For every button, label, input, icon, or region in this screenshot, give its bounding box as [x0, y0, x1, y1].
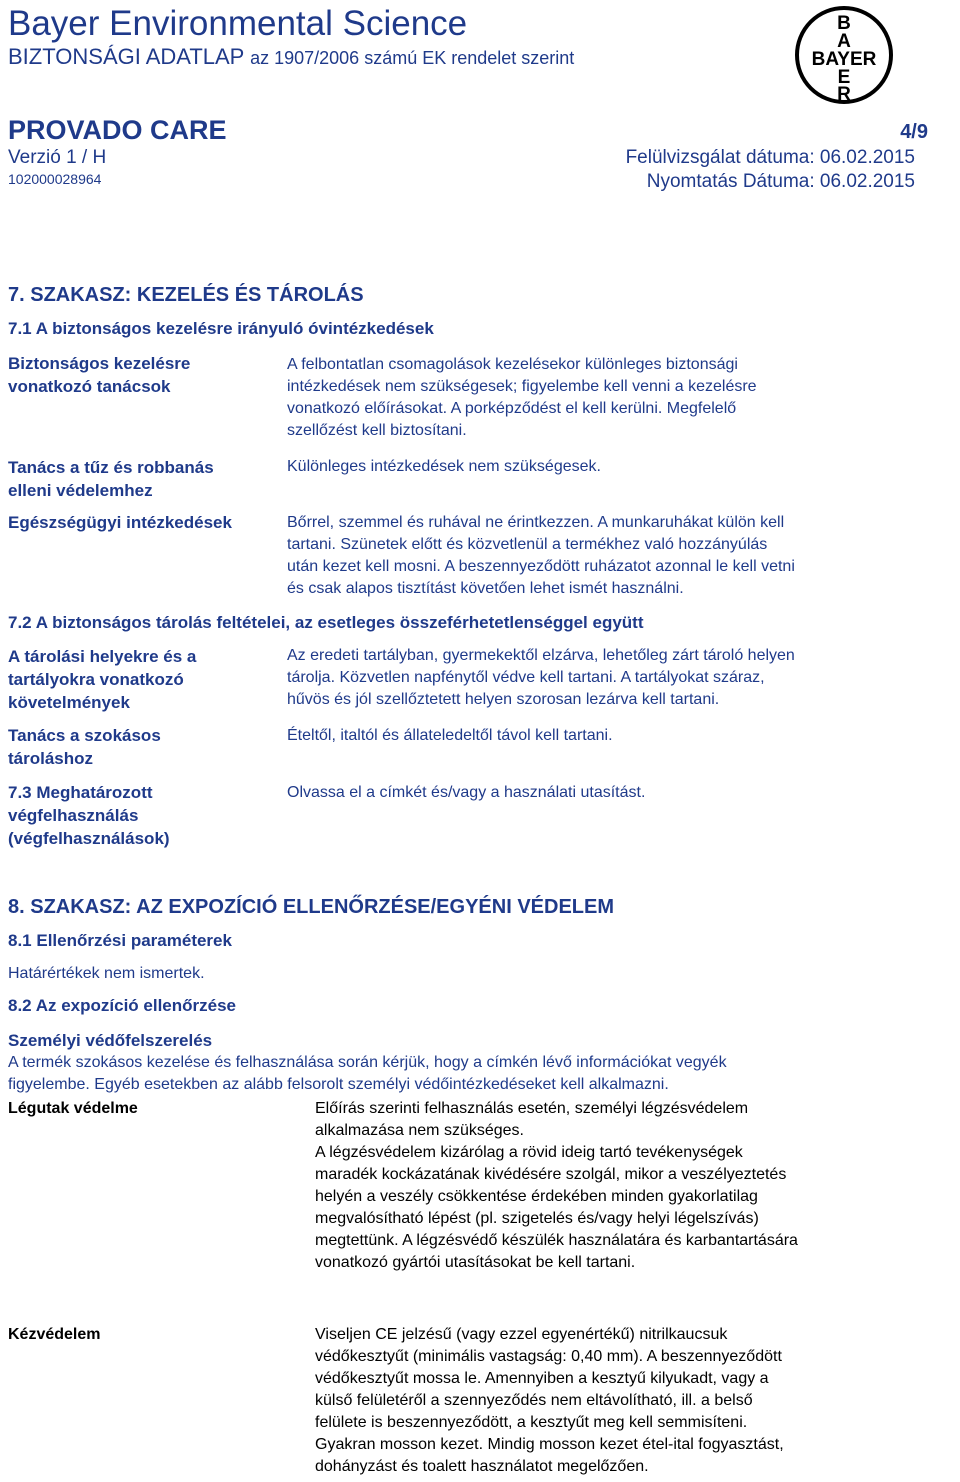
svg-text:R: R: [837, 84, 851, 105]
hand-protection-label: Kézvédelem: [8, 1326, 101, 1343]
text-fire-protection: Különleges intézkedések nem szükségesek.: [287, 458, 601, 475]
regulation: az 1907/2006 számú EK rendelet szerint: [250, 48, 575, 68]
label-common-storage: Tanács a szokásos tároláshoz: [8, 726, 161, 768]
label-hygiene: Egészségügyi intézkedések: [8, 513, 232, 532]
label-specific-end-use: 7.3 Meghatározott végfelhasználás (végfelhasználások): [8, 783, 170, 848]
svg-text:E: E: [837, 67, 851, 88]
revision-date: Felülvizsgálat dátuma: 06.02.2015: [625, 147, 915, 168]
sheet-title: BIZTONSÁGI ADATLAP: [8, 44, 244, 69]
ppe-title: Személyi védőfelszerelés: [8, 1031, 213, 1050]
text-specific-end-use: Olvassa el a címkét és/vagy a használati utasítást.: [287, 784, 646, 801]
product-name: PROVADO CARE: [8, 115, 227, 145]
text-hygiene: Bőrrel, szemmel és ruhával ne érintkezzen. A munkaruhákat külön kell tartani. Szünetek előtt és közvetlenül a termékhez való hozzányúlás után kezet kell mosni. A beszennyeződött ruházatot azonnal le kell vetni és csak alapos tisztítást követően lehet ismét használni.: [287, 514, 795, 597]
respiratory-protection-text: Előírás szerinti felhasználás esetén, személyi légzésvédelem alkalmazása nem szükséges. A légzésvédelem kizárólag a rövid ideig tartó tevékenységek maradék kockázatának kivédésére szolgál, mikor a veszélyeztetés helyén a veszély csökkentése érdekében minden gyakorlatilag megvalósítható lépést (pl. szigetelés és/vagy helyi légelszívás) megtettünk. A légzésvédő készülék használatára és karbantartására vonatkozó gyártói utasításokat be kell tartani.: [315, 1100, 798, 1271]
section-8-title: 8. SZAKASZ: AZ EXPOZÍCIÓ ELLENŐRZÉSE/EGYÉNI VÉDELEM: [8, 896, 614, 918]
print-date: Nyomtatás Dátuma: 06.02.2015: [646, 171, 915, 192]
page-number: 4/9: [900, 121, 928, 143]
company-name: Bayer Environmental Science: [8, 4, 468, 43]
document-number: 102000028964: [8, 171, 102, 187]
subsection-8-1-title: 8.1 Ellenőrzési paraméterek: [8, 931, 232, 950]
exposure-limits-text: Határértékek nem ismertek.: [8, 965, 205, 982]
text-common-storage: Ételtől, italtól és állateledeltől távol kell tartani.: [287, 727, 613, 744]
text-safe-handling: A felbontatlan csomagolások kezelésekor különleges biztonsági intézkedések nem szükségesek; figyelembe kell venni a kezelésre vonatkozó előírásokat. A porképződést el kell kerülni. Megfelelő szellőzést kell biztosítani.: [287, 356, 757, 439]
subsection-8-2-title: 8.2 Az expozíció ellenőrzése: [8, 996, 237, 1015]
text-storage-requirements: Az eredeti tartályban, gyermekektől elzárva, lehetőleg zárt tároló helyen tárolja. Közvetlen napfénytől védve kell tartani. A tartályokat száraz, hűvös és jól szellőztetett helyen szorosan lezárva kell tartani.: [287, 647, 795, 708]
svg-text:BAYER: BAYER: [811, 49, 877, 70]
hand-protection-text: Viseljen CE jelzésű (vagy ezzel egyenértékű) nitrilkaucsuk védőkesztyűt (minimális vastagság: 0,40 mm). A beszennyeződött védőkesztyűt mossa le. Amennyiben a kesztyű kilyukadt, vagy a külső felületéről a szennyeződés nem eltávolítható, ill. a belső felülete is beszennyeződött, a kesztyűt meg kell semmisíteni. Gyakran mosson kezet. Mindig mosson kezet étel-ital fogyasztást, dohányzást és toalett használatot megelőzően.: [315, 1326, 784, 1475]
version: Verzió 1 / H: [8, 147, 107, 168]
respiratory-protection-label: Légutak védelme: [8, 1100, 138, 1117]
svg-text:B: B: [837, 13, 851, 34]
svg-text:A: A: [837, 31, 851, 52]
label-fire-protection: Tanács a tűz és robbanás elleni védelemhez: [8, 458, 214, 500]
section-7-title: 7. SZAKASZ: KEZELÉS ÉS TÁROLÁS: [8, 284, 364, 306]
label-storage-requirements: A tárolási helyekre és a tartályokra vonatkozó követelmények: [8, 647, 197, 712]
bayer-logo: [793, 4, 895, 106]
label-safe-handling: Biztonságos kezelésre vonatkozó tanácsok: [8, 354, 191, 396]
ppe-intro: A termék szokásos kezelése és felhasználása során kérjük, hogy a címkén lévő információkat vegyék figyelembe. Egyéb esetekben az alább felsorolt személyi védőintézkedéseket kell alkalmazni.: [8, 1054, 727, 1093]
subsection-7-1-title: 7.1 A biztonságos kezelésre irányuló óvintézkedések: [8, 319, 434, 338]
sheet-title-line: [8, 44, 574, 71]
subsection-7-2-title: 7.2 A biztonságos tárolás feltételei, az esetleges összeférhetetlenséggel együtt: [8, 613, 644, 632]
